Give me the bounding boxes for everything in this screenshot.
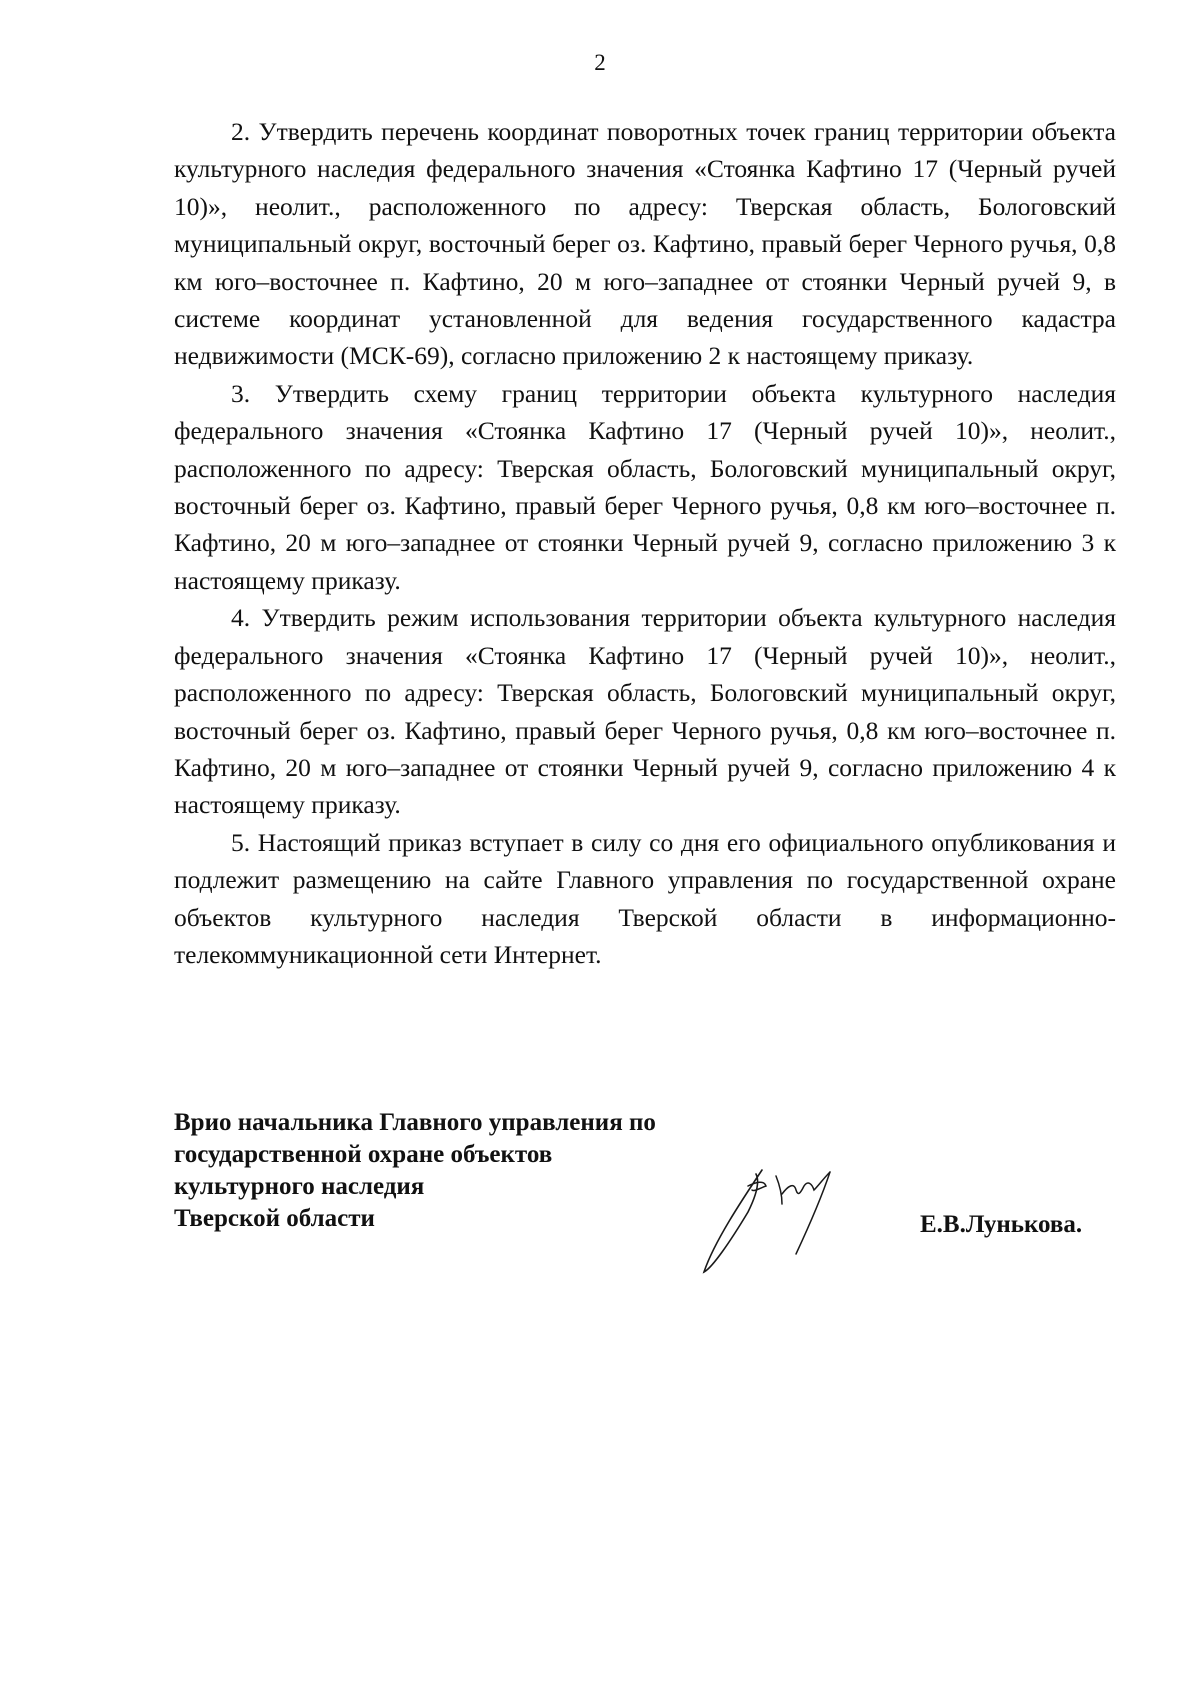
handwritten-signature-icon (700, 1160, 900, 1280)
position-line: культурного наследия (174, 1173, 425, 1200)
page-number: 2 (594, 50, 606, 75)
order-body (174, 113, 1116, 973)
paragraph-item-3: 3. Утвердить схему границ территории объекта культурного наследия федерального значения «Стоянка Кафтино 17 (Черный ручей 10)», неолит., расположенного по адресу: Тверская область, Бологовский муниципальный округ, восточный берег оз. Кафтино, правый берег Черного ручья, 0,8 км юго–восточнее п. Кафтино, 20 м юго–западнее от стоянки Черный ручей 9, согласно приложению 3 к настоящему приказу. (174, 378, 1116, 595)
signer-name: Е.В.Лунькова. (920, 1211, 1083, 1238)
paragraph-item-2: 2. Утвердить перечень координат поворотных точек границ территории объекта культурного наследия федерального значения «Стоянка Кафтино 17 (Черный ручей 10)», неолит., расположенного по адресу: Тверская область, Бологовский муниципальный округ, восточный берег оз. Кафтино, правый берег Черного ручья, 0,8 км юго–восточнее п. Кафтино, 20 м юго–западнее от стоянки Черный ручей 9, в системе координат установленной для ведения государственного кадастра недвижимости (МСК-69), согласно приложению 2 к настоящему приказу. (174, 117, 1116, 371)
paragraph-item-5: 5. Настоящий приказ вступает в силу со дня его официального опубликования и подлежит размещению на сайте Главного управления по государственной охране объектов культурного наследия Тверской области в информационно-телекоммуникационной сети Интернет. (174, 827, 1116, 969)
position-line: Тверской области (174, 1205, 375, 1232)
signatory-position (174, 1107, 734, 1235)
paragraph-item-4: 4. Утвердить режим использования территории объекта культурного наследия федерального значения «Стоянка Кафтино 17 (Черный ручей 10)», неолит., расположенного по адресу: Тверская область, Бологовский муниципальный округ, восточный берег оз. Кафтино, правый берег Черного ручья, 0,8 км юго–восточнее п. Кафтино, 20 м юго–западнее от стоянки Черный ручей 9, согласно приложению 4 к настоящему приказу. (174, 603, 1116, 820)
position-line: Врио начальника Главного управления по (174, 1109, 656, 1136)
position-line: государственной охране объектов (174, 1141, 553, 1168)
